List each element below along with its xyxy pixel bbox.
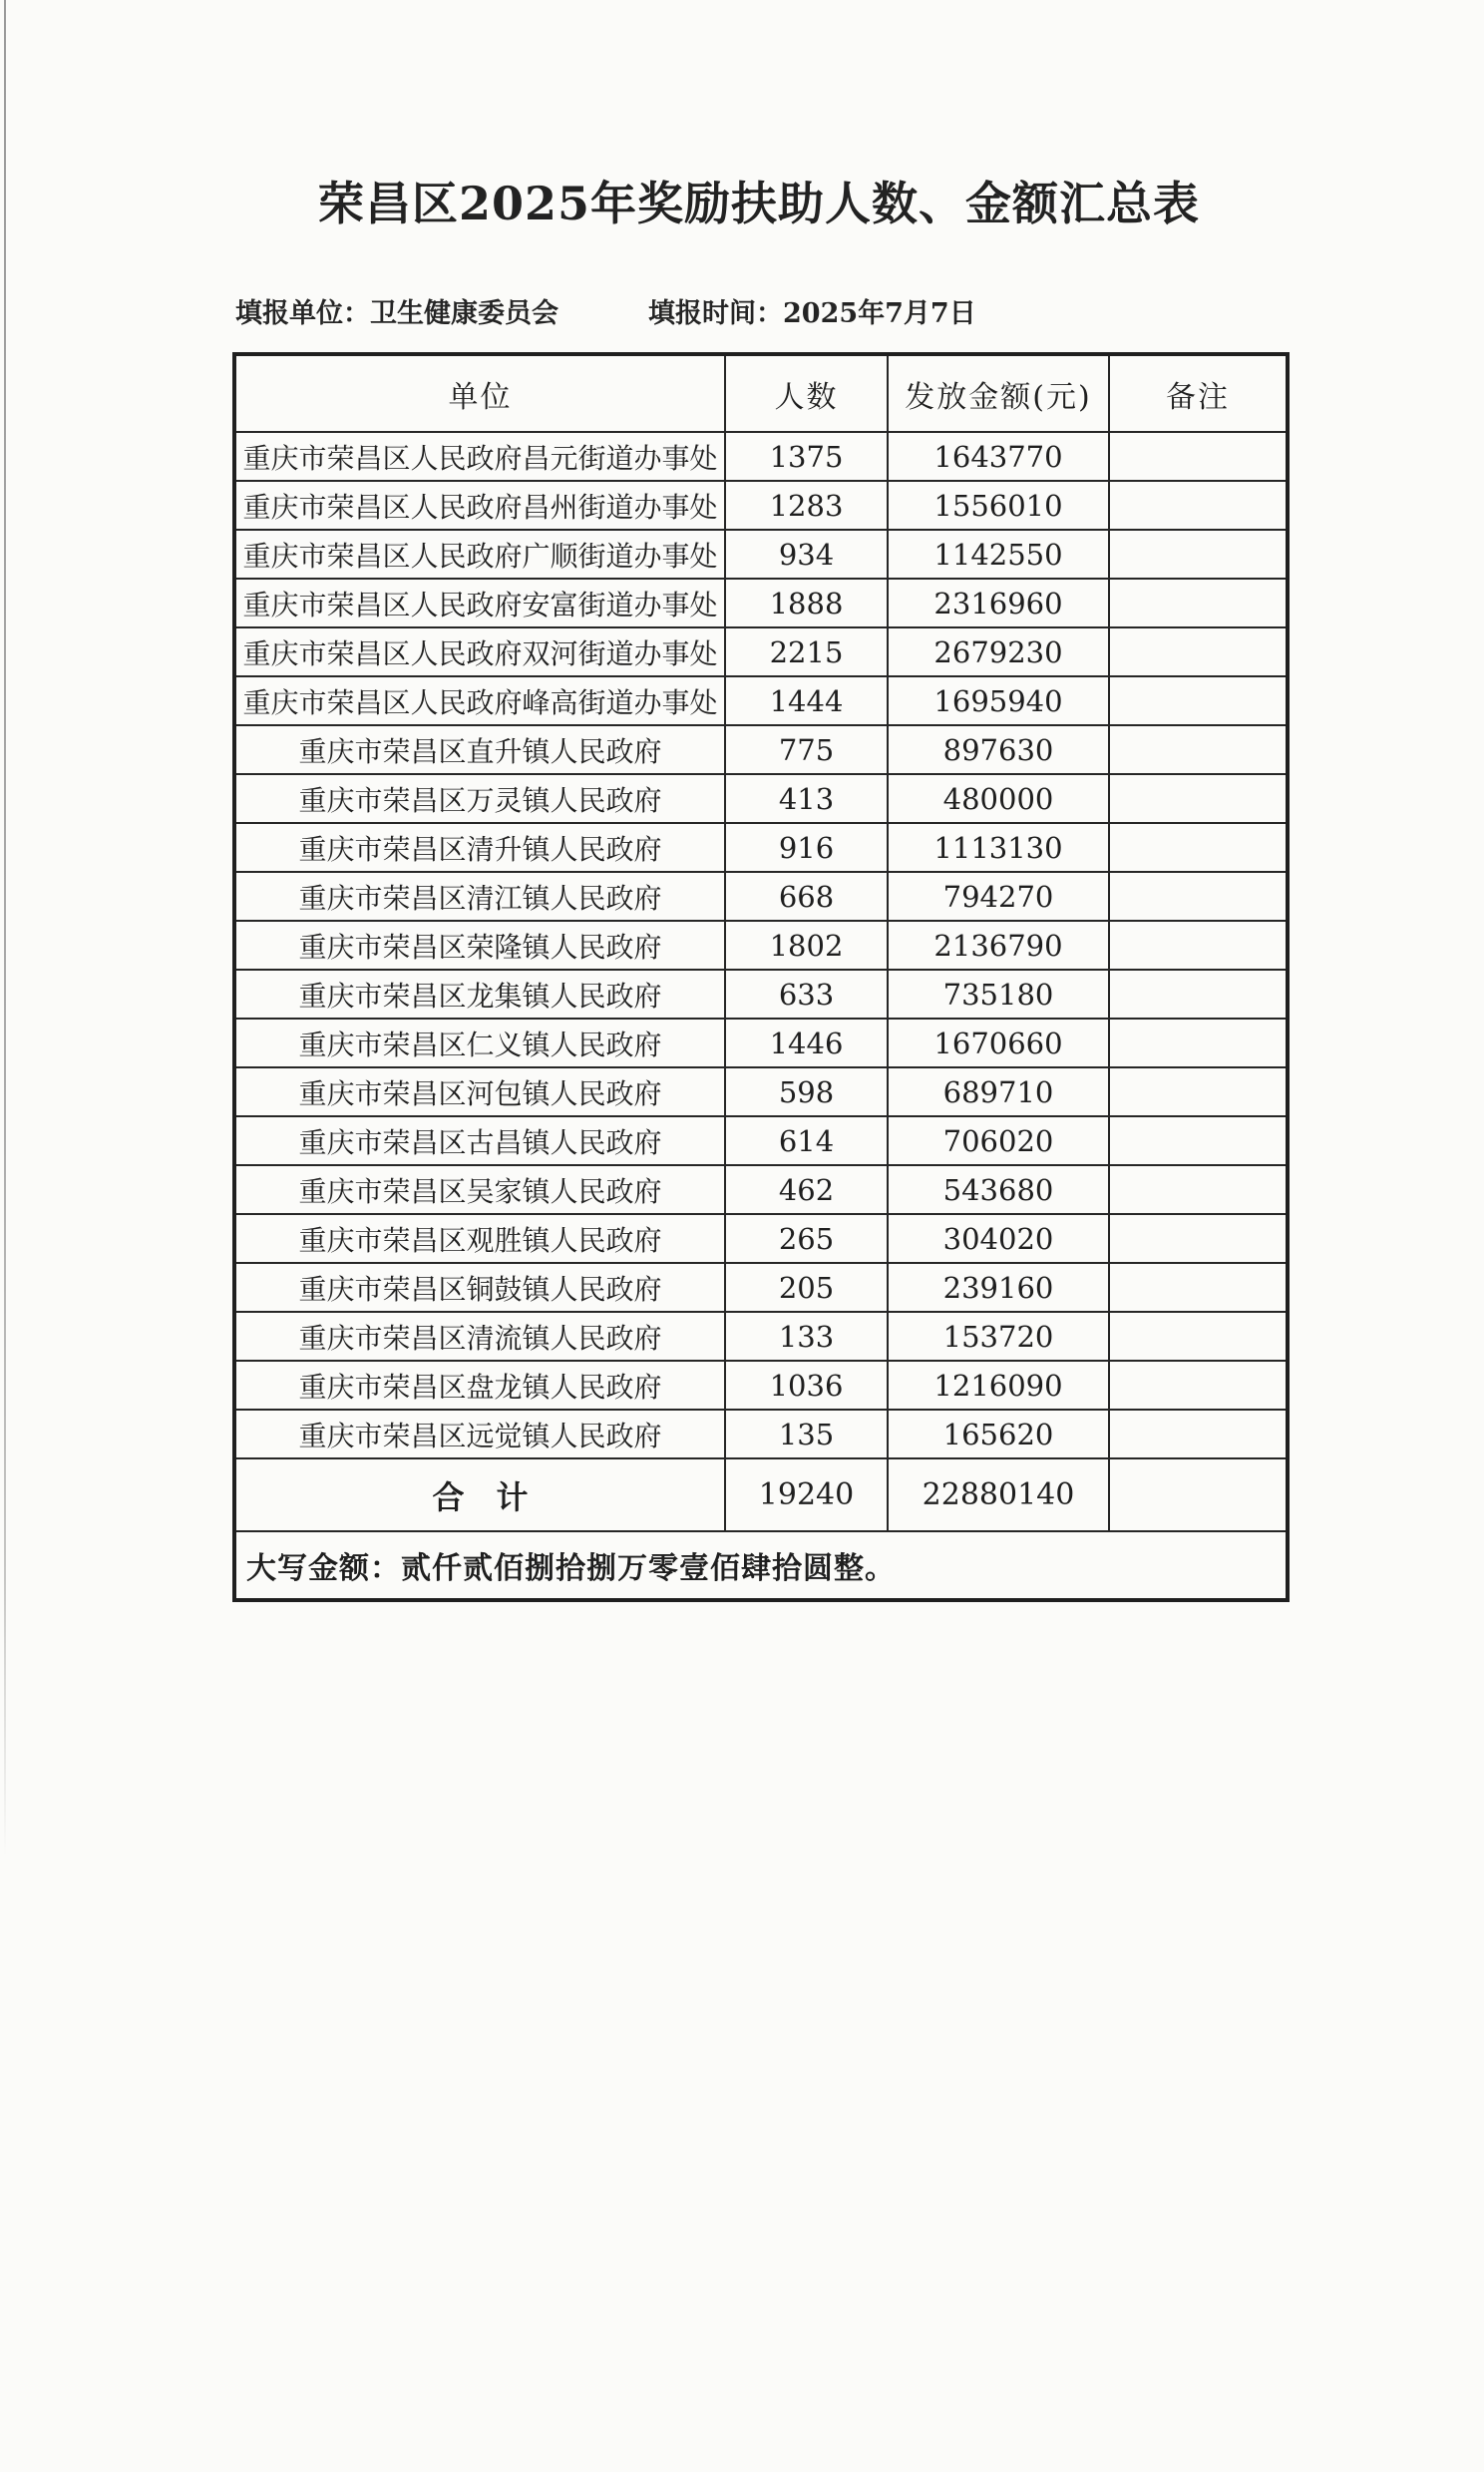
note-cell (1109, 1067, 1288, 1116)
unit-cell: 重庆市荣昌区人民政府广顺街道办事处 (234, 530, 725, 579)
amount-cell: 2679230 (888, 627, 1109, 676)
amount-cell: 2136790 (888, 921, 1109, 970)
amount-cell: 165620 (888, 1410, 1109, 1458)
unit-cell: 重庆市荣昌区清江镇人民政府 (234, 872, 725, 921)
amount-cell: 794270 (888, 872, 1109, 921)
table-row (234, 1067, 1288, 1116)
amount-cell: 1643770 (888, 432, 1109, 481)
count-cell: 1283 (725, 481, 888, 530)
count-cell: 1375 (725, 432, 888, 481)
unit-cell: 重庆市荣昌区万灵镇人民政府 (234, 774, 725, 823)
note-cell (1109, 1019, 1288, 1067)
total-row (234, 1458, 1288, 1531)
note-cell (1109, 1410, 1288, 1458)
report-meta (235, 291, 976, 330)
total-amount-cell: 22880140 (888, 1458, 1109, 1531)
table-row (234, 579, 1288, 627)
amount-cell: 1113130 (888, 823, 1109, 872)
unit-cell: 重庆市荣昌区龙集镇人民政府 (234, 970, 725, 1019)
note-cell (1109, 432, 1288, 481)
total-count-cell: 19240 (725, 1458, 888, 1531)
header-row (234, 354, 1288, 432)
table-row (234, 432, 1288, 481)
amount-cell: 1142550 (888, 530, 1109, 579)
note-cell (1109, 921, 1288, 970)
unit-cell: 重庆市荣昌区远觉镇人民政府 (234, 1410, 725, 1458)
note-cell (1109, 725, 1288, 774)
count-cell: 1446 (725, 1019, 888, 1067)
table-row (234, 921, 1288, 970)
total-note-cell (1109, 1458, 1288, 1531)
count-cell: 135 (725, 1410, 888, 1458)
table-row (234, 872, 1288, 921)
count-cell: 1444 (725, 676, 888, 725)
table-row (234, 1410, 1288, 1458)
col-header-unit: 单位 (234, 354, 725, 432)
table-row (234, 530, 1288, 579)
scan-edge-artifact (4, 0, 6, 1855)
count-cell: 1888 (725, 579, 888, 627)
table-header (234, 354, 1288, 432)
summary-table (232, 352, 1290, 1602)
amount-cell: 480000 (888, 774, 1109, 823)
table-row (234, 627, 1288, 676)
report-unit: 填报单位：卫生健康委员会 (235, 298, 558, 329)
table-row (234, 774, 1288, 823)
count-cell: 413 (725, 774, 888, 823)
unit-cell: 重庆市荣昌区仁义镇人民政府 (234, 1019, 725, 1067)
count-cell: 265 (725, 1214, 888, 1263)
table-row (234, 1312, 1288, 1361)
note-cell (1109, 627, 1288, 676)
unit-cell: 重庆市荣昌区荣隆镇人民政府 (234, 921, 725, 970)
count-cell: 1036 (725, 1361, 888, 1410)
amount-cell: 543680 (888, 1165, 1109, 1214)
unit-cell: 重庆市荣昌区清升镇人民政府 (234, 823, 725, 872)
count-cell: 633 (725, 970, 888, 1019)
note-cell (1109, 530, 1288, 579)
total-label: 合 计 (234, 1458, 725, 1531)
note-cell (1109, 676, 1288, 725)
col-header-count: 人数 (725, 354, 888, 432)
table-row (234, 1263, 1288, 1312)
table-row (234, 1019, 1288, 1067)
document-title: 荣昌区2025年奖励扶助人数、金额汇总表 (317, 177, 1201, 230)
amount-cell: 706020 (888, 1116, 1109, 1165)
amount-cell: 1695940 (888, 676, 1109, 725)
count-cell: 916 (725, 823, 888, 872)
note-cell (1109, 823, 1288, 872)
unit-cell: 重庆市荣昌区直升镇人民政府 (234, 725, 725, 774)
unit-cell: 重庆市荣昌区盘龙镇人民政府 (234, 1361, 725, 1410)
unit-cell: 重庆市荣昌区人民政府昌州街道办事处 (234, 481, 725, 530)
table-body (234, 432, 1288, 1458)
unit-cell: 重庆市荣昌区人民政府双河街道办事处 (234, 627, 725, 676)
note-cell (1109, 579, 1288, 627)
note-cell (1109, 1116, 1288, 1165)
count-cell: 598 (725, 1067, 888, 1116)
note-cell (1109, 1263, 1288, 1312)
amount-cell: 1556010 (888, 481, 1109, 530)
unit-cell: 重庆市荣昌区河包镇人民政府 (234, 1067, 725, 1116)
count-cell: 205 (725, 1263, 888, 1312)
amount-cell: 897630 (888, 725, 1109, 774)
table-row (234, 725, 1288, 774)
note-cell (1109, 774, 1288, 823)
table-row (234, 481, 1288, 530)
note-cell (1109, 1312, 1288, 1361)
amount-cell: 2316960 (888, 579, 1109, 627)
note-cell (1109, 481, 1288, 530)
unit-cell: 重庆市荣昌区人民政府昌元街道办事处 (234, 432, 725, 481)
amount-cell: 153720 (888, 1312, 1109, 1361)
amount-cell: 689710 (888, 1067, 1109, 1116)
note-cell (1109, 1361, 1288, 1410)
count-cell: 2215 (725, 627, 888, 676)
table-row (234, 1361, 1288, 1410)
unit-cell: 重庆市荣昌区人民政府峰高街道办事处 (234, 676, 725, 725)
col-header-amount: 发放金额(元) (888, 354, 1109, 432)
note-cell (1109, 872, 1288, 921)
count-cell: 462 (725, 1165, 888, 1214)
table-row (234, 970, 1288, 1019)
table-summary-body (234, 1458, 1288, 1600)
unit-cell: 重庆市荣昌区观胜镇人民政府 (234, 1214, 725, 1263)
table-row (234, 676, 1288, 725)
unit-cell: 重庆市荣昌区铜鼓镇人民政府 (234, 1263, 725, 1312)
count-cell: 1802 (725, 921, 888, 970)
unit-cell: 重庆市荣昌区人民政府安富街道办事处 (234, 579, 725, 627)
amount-cell: 239160 (888, 1263, 1109, 1312)
count-cell: 668 (725, 872, 888, 921)
amount-cell: 304020 (888, 1214, 1109, 1263)
unit-cell: 重庆市荣昌区古昌镇人民政府 (234, 1116, 725, 1165)
amount-cell: 1670660 (888, 1019, 1109, 1067)
amount-cell: 735180 (888, 970, 1109, 1019)
amount-cell: 1216090 (888, 1361, 1109, 1410)
table-row (234, 823, 1288, 872)
table-row (234, 1165, 1288, 1214)
table-row (234, 1214, 1288, 1263)
amount-in-words: 大写金额：贰仟贰佰捌拾捌万零壹佰肆拾圆整。 (234, 1531, 1288, 1600)
note-cell (1109, 1214, 1288, 1263)
amount-in-words-row (234, 1531, 1288, 1600)
count-cell: 614 (725, 1116, 888, 1165)
count-cell: 133 (725, 1312, 888, 1361)
note-cell (1109, 1165, 1288, 1214)
report-date: 填报时间：2025年7月7日 (648, 298, 976, 329)
count-cell: 934 (725, 530, 888, 579)
note-cell (1109, 970, 1288, 1019)
unit-cell: 重庆市荣昌区吴家镇人民政府 (234, 1165, 725, 1214)
table-row (234, 1116, 1288, 1165)
col-header-note: 备注 (1109, 354, 1288, 432)
unit-cell: 重庆市荣昌区清流镇人民政府 (234, 1312, 725, 1361)
count-cell: 775 (725, 725, 888, 774)
